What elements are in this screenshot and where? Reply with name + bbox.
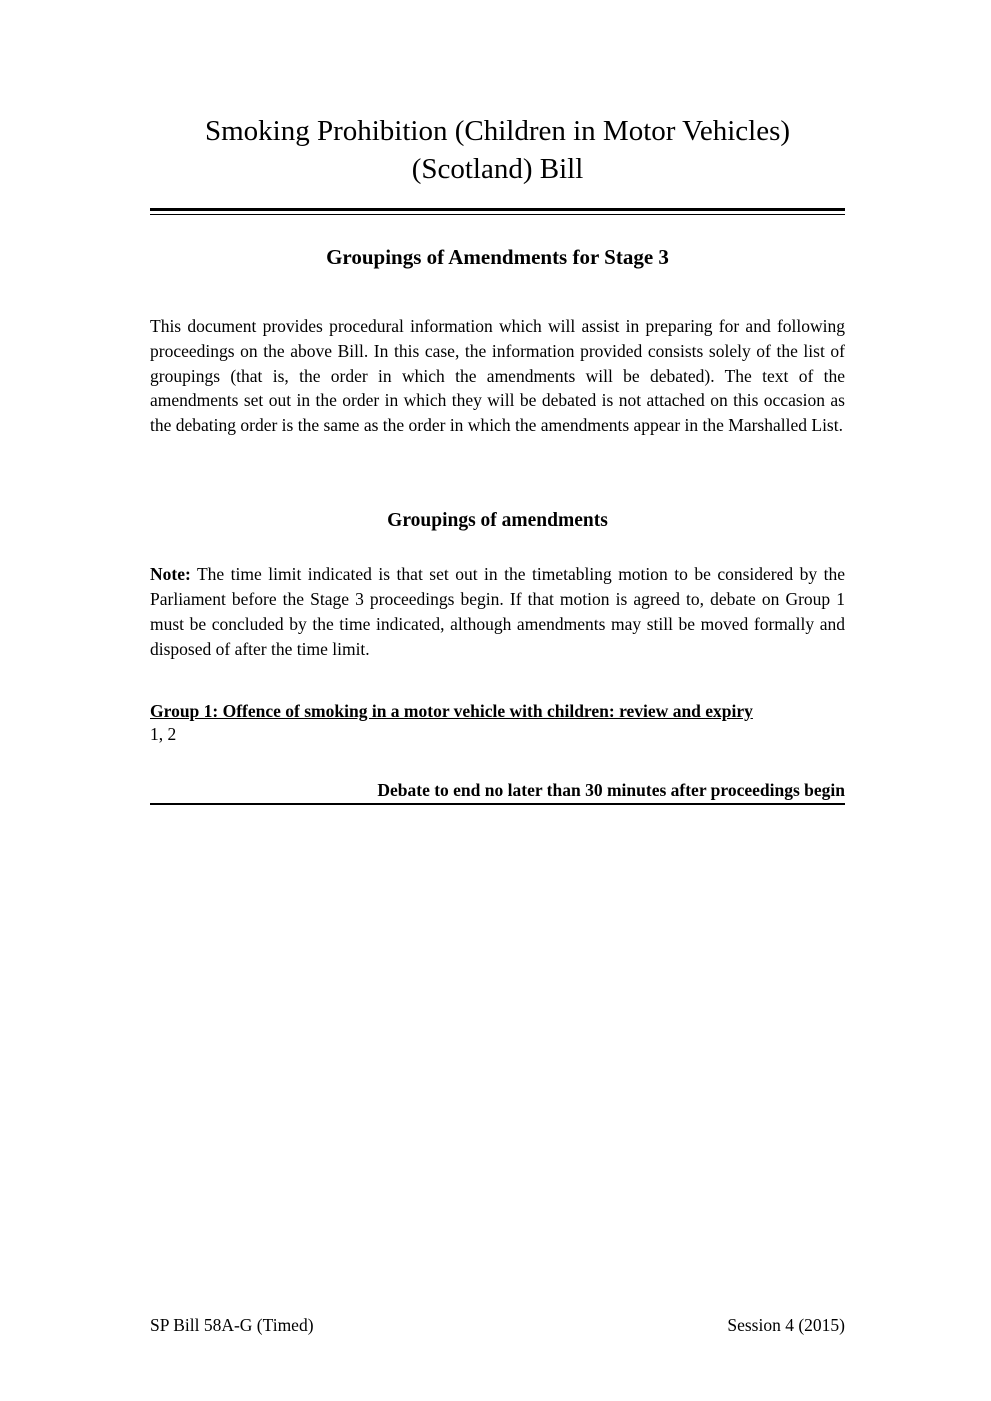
intro-paragraph: This document provides procedural information which will assist in preparing for and following proceedings on the above Bill. In this case, the information provided consists solely of the list of groupings (that is, the order in which the amendments will be debated). The text of the amendments set out in the order in which they will be debated is not attached on this occasion as the debating order is the same as the order in which the amendments appear in the Marshalled List.: [150, 315, 845, 436]
group-1-heading: Group 1: Offence of smoking in a motor vehicle with children: review and expiry: [150, 700, 753, 721]
note-text: The time limit indicated is that set out in the timetabling motion to be considered by the Parliament before the Stage 3 proceedings begin. If that motion is agreed to, debate on Group 1 must be concluded by the time indicated, although amendments may still be moved formally and disposed of after the time limit.: [150, 564, 845, 659]
footer-session: Session 4 (2015): [727, 1315, 845, 1335]
bill-title: Smoking Prohibition (Children in Motor Vehicles) (Scotland) Bill: [204, 115, 791, 186]
title-divider-rule: [150, 208, 845, 215]
document-subtitle: Groupings of Amendments for Stage 3: [326, 244, 669, 269]
group-1-block: [150, 700, 845, 806]
footer-bill-reference: SP Bill 58A-G (Timed): [150, 1315, 314, 1335]
group-1-time-limit: Debate to end no later than 30 minutes after proceedings begin: [150, 780, 845, 805]
group-1-amendment-numbers: 1, 2: [150, 724, 177, 745]
page-footer: [150, 1315, 845, 1336]
note-paragraph: [150, 562, 845, 661]
document-content: [150, 0, 845, 805]
note-label: Note:: [150, 564, 191, 585]
groupings-section-heading: Groupings of amendments: [387, 510, 608, 532]
